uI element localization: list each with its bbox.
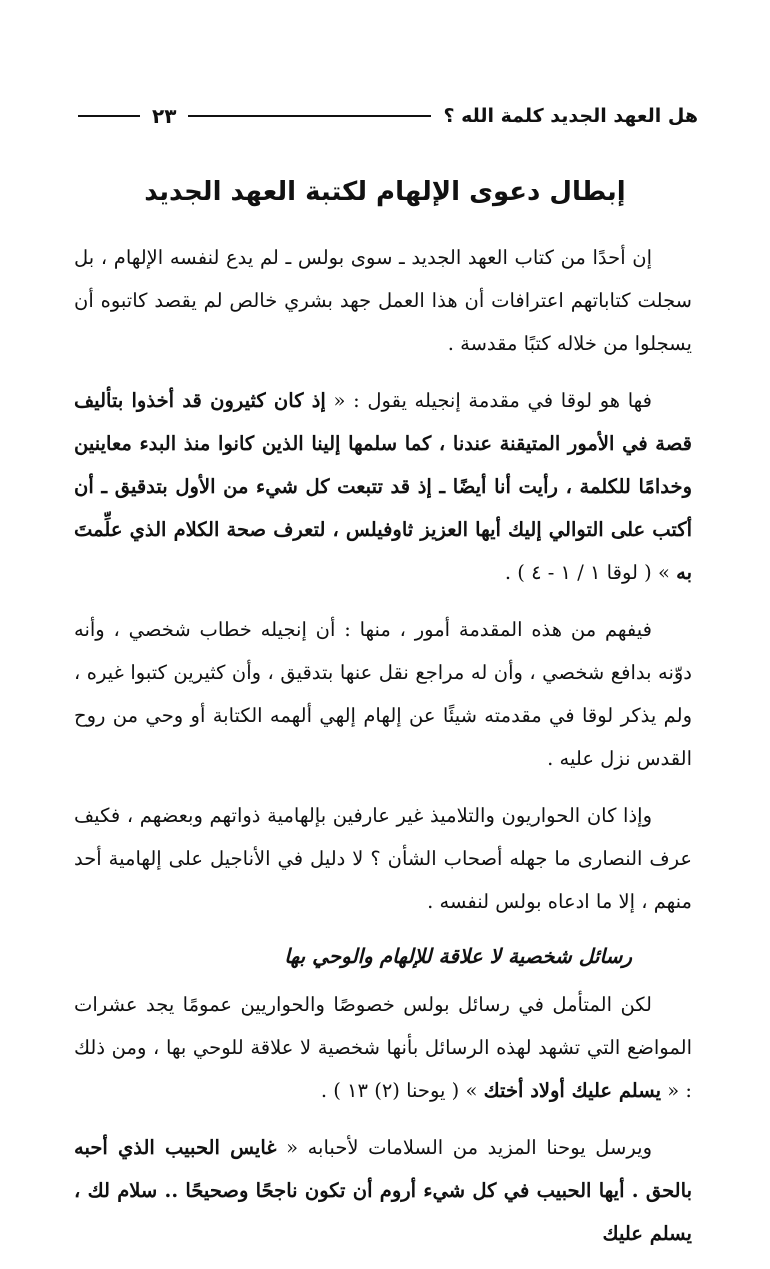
luke-quote: إذ كان كثيرون قد أخذوا بتأليف قصة في الأمور المتيقنة عندنا ، كما سلمها إلينا الذين كانوا منذ البدء معاينين وخدامًا للكلمة ، رأيت أنا أيضًا ـ إذ قد تتبعت كل شيء من الأول بتدقيق ـ أن أكتب على التوالي إليك أيها العزيز ثاوفيلس ، لتعرف صحة الكلام الذي علِّمتَ به (74, 389, 692, 584)
john-quote-2: غايس الحبيب الذي أحبه بالحق . أيها الحبيب في كل شيء أروم أن تكون ناجحًا وصحيحًا .. سلام لك ، يسلم عليك (74, 1136, 692, 1245)
book-title: هل العهد الجديد كلمة الله ؟ (443, 105, 698, 127)
subheading: رسائل شخصية لا علاقة للإلهام والوحي بها (284, 944, 632, 968)
paragraph-1: إن أحدًا من كتاب العهد الجديد ـ سوى بولس ـ لم يدع لنفسه الإلهام ، بل سجلت كتاباتهم اعترافات أن هذا العمل جهد بشري خالص لم يقصد كاتبوه أن يسجلوا من خلاله كتبًا مقدسة . (74, 246, 692, 355)
section-title: إبطال دعوى الإلهام لكتبة العهد الجديد (144, 177, 626, 207)
paragraph-5-intro: لكن المتأمل في رسائل بولس خصوصًا والحواريين عمومًا يجد عشرات المواضع التي تشهد لهذه الرسائل بأنها شخصية لا علاقة للوحي بها ، ومن ذلك : « (74, 993, 692, 1102)
paragraph-4: وإذا كان الحواريون والتلاميذ غير عارفين بإلهامية ذواتهم وبعضهم ، فكيف عرف النصارى ما جهله أصحاب الشأن ؟ لا دليل في الأناجيل على إلهامية أحد منهم ، إلا ما ادعاه بولس لنفسه . (74, 804, 692, 913)
header-rule (188, 115, 431, 117)
john-reference: » ( يوحنا (٢) ١٣ ) . (320, 1079, 484, 1102)
header-rule-end (78, 115, 140, 117)
page-number: ٢٣ (152, 104, 177, 128)
paragraph-2 (74, 379, 692, 594)
paragraph-5 (74, 983, 692, 1112)
paragraph-6 (74, 1126, 692, 1255)
paragraph-3: فيفهم من هذه المقدمة أمور ، منها : أن إنجيله خطاب شخصي ، وأنه دوّنه بدافع شخصي ، وأن له مراجع نقل عنها بتدقيق ، وأن كثيرين كتبوا غيره ، ولم يذكر لوقا في مقدمته شيئًا عن إلهام إلهي ألهمه الكتابة أو وحي من روح القدس نزل عليه . (74, 618, 692, 770)
john-quote-1: يسلم عليك أولاد أختك (483, 1079, 662, 1102)
luke-reference: » ( لوقا ١ / ١ - ٤ ) . (504, 561, 677, 584)
body-text (74, 236, 692, 1269)
paragraph-6-intro: ويرسل يوحنا المزيد من السلامات لأحبابه « (276, 1136, 652, 1159)
running-header (78, 98, 698, 134)
paragraph-2-intro: فها هو لوقا في مقدمة إنجيله يقول : « (325, 389, 652, 412)
